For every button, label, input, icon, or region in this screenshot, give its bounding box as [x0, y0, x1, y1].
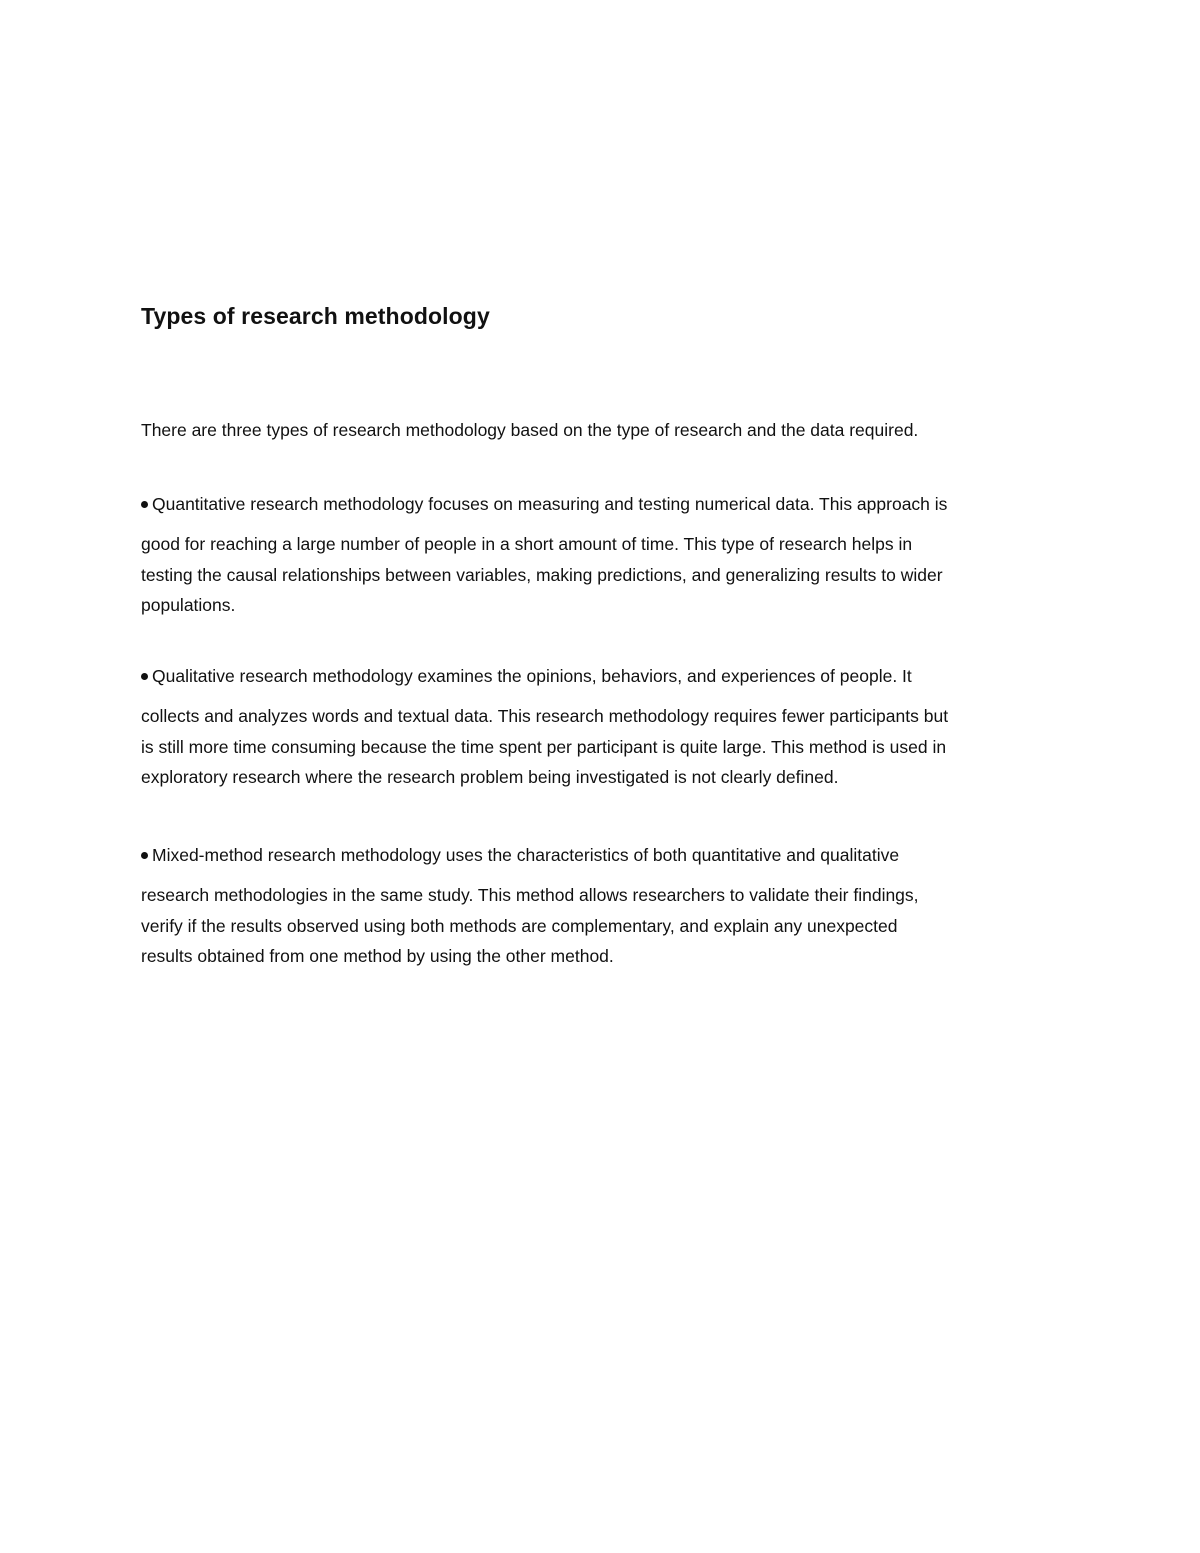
bullet-line [141, 664, 1059, 701]
bullet-text: is still more time consuming because the time spent per participant is quite large. This method is used in [141, 736, 947, 757]
bullet-line [141, 492, 1059, 529]
bullet-text: results obtained from one method by using the other method. [141, 946, 614, 966]
bullet-text: Mixed-method research methodology uses the characteristics of both quantitative and qualitative [152, 845, 900, 865]
bullet-icon [141, 501, 148, 508]
bullet-qualitative [141, 664, 1059, 793]
bullet-text: Quantitative research methodology focuses on measuring and testing numerical data. This approach is [152, 494, 948, 514]
bullet-text: Qualitative research methodology examines the opinions, behaviors, and experiences of people. It [152, 666, 912, 686]
bullet-text: research methodologies in the same study. This method allows researchers to validate their findings, [141, 885, 919, 905]
bullet-text: populations. [141, 595, 236, 615]
bullet-quantitative [141, 492, 1059, 621]
bullet-text: verify if the results observed using both methods are complementary, and explain any unexpected [141, 915, 898, 936]
intro-paragraph: There are three types of research methodology based on the type of research and the data required. [141, 420, 919, 440]
bullet-line [141, 843, 1059, 880]
bullet-text: testing the causal relationships between variables, making predictions, and generalizing results to wider [141, 564, 943, 585]
bullet-mixed-method [141, 843, 1059, 972]
bullet-icon [141, 852, 148, 859]
bullet-text: exploratory research where the research problem being investigated is not clearly defined. [141, 767, 839, 787]
bullet-icon [141, 673, 148, 680]
bullet-text: good for reaching a large number of people in a short amount of time. This type of research helps in [141, 534, 913, 554]
document-title: Types of research methodology [141, 303, 490, 329]
bullet-text: collects and analyzes words and textual data. This research methodology requires fewer participants but [141, 706, 949, 726]
